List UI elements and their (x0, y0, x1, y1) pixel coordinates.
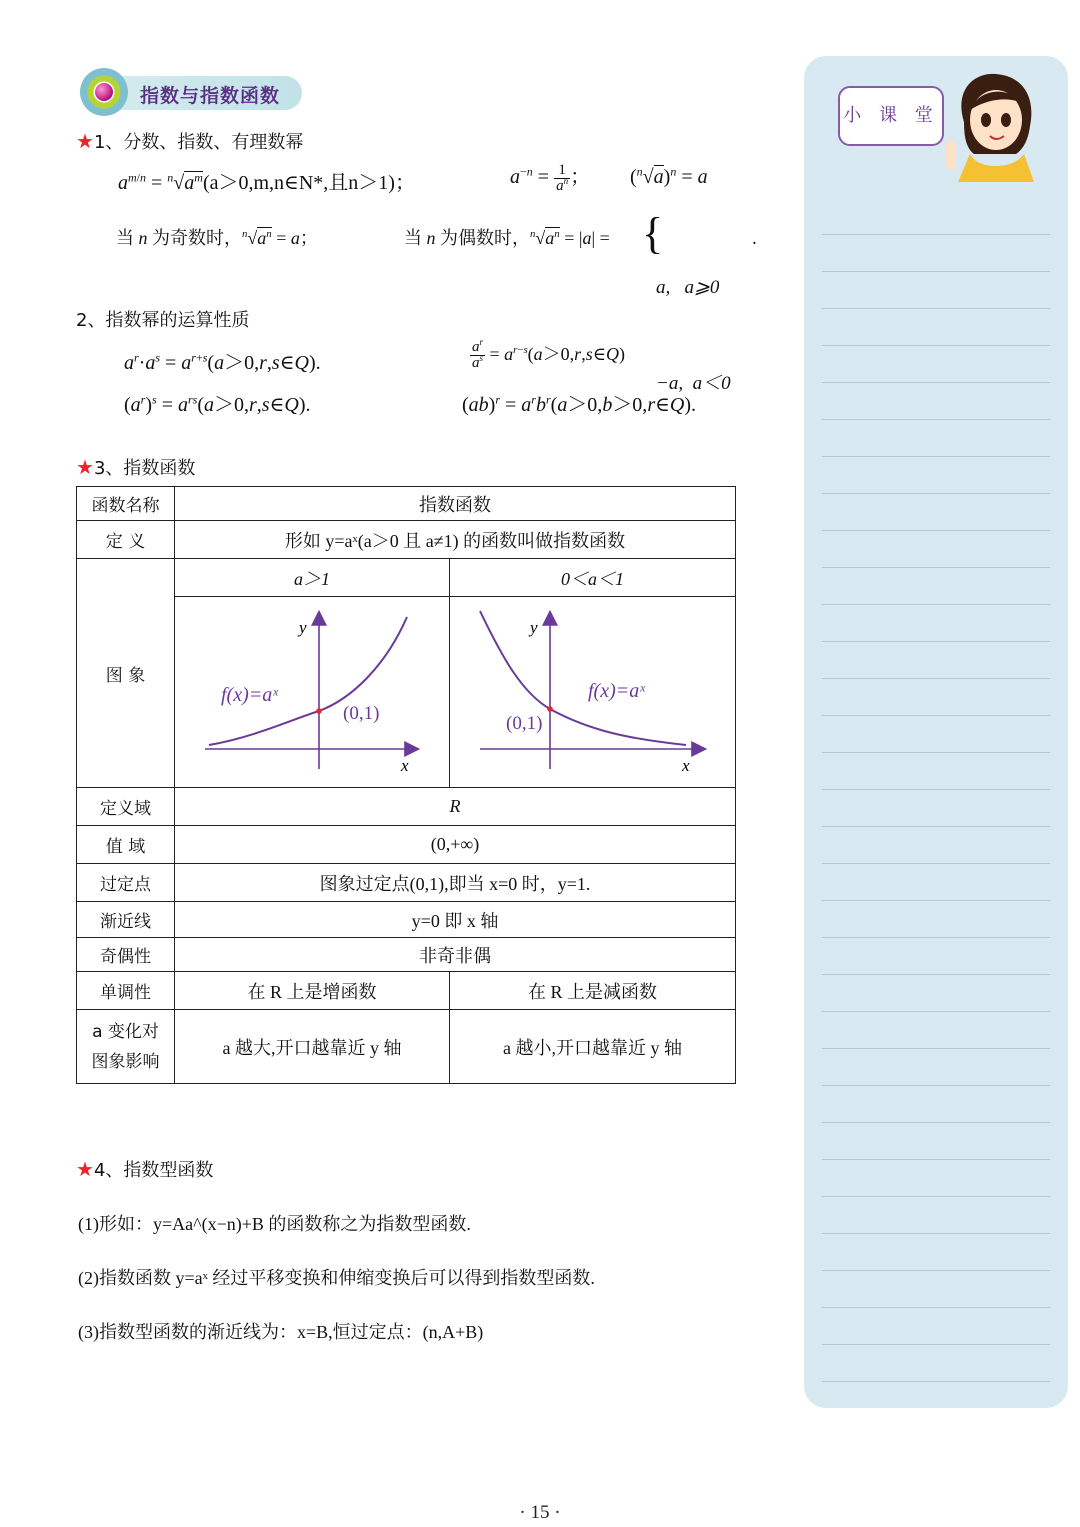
formula-condition: (a＞0,m,n∈N*,且n＞1)； (202, 172, 415, 194)
x-axis-label: x (682, 756, 690, 775)
note-line (822, 1233, 1050, 1234)
cell-domain-value: R (175, 788, 736, 826)
mini-classroom-label: 小 课 堂 (838, 86, 944, 146)
cell-parity-value: 非奇非偶 (175, 938, 736, 972)
table-row-domain (77, 788, 736, 826)
note-line (822, 345, 1050, 346)
table-row-fixed-point (77, 864, 736, 902)
point-0-1 (547, 706, 553, 712)
case-period: . (752, 228, 757, 249)
note-line (822, 1085, 1050, 1086)
y-axis-label: y (299, 618, 307, 637)
note-line (822, 678, 1050, 679)
note-line (822, 752, 1050, 753)
note-line (822, 863, 1050, 864)
section-4-item-2: (2)指数函数 y=aˣ 经过平移变换和伸缩变换后可以得到指数型函数. (78, 1268, 595, 1288)
note-line (822, 900, 1050, 901)
note-line (822, 1270, 1050, 1271)
table-row-parity (77, 938, 736, 972)
function-label: f(x)=aˣ (221, 684, 278, 706)
section-3-title: 3、指数函数 (93, 458, 196, 479)
cell-head-definition: 定 义 (77, 521, 175, 559)
effect-head-line1: a 变化对 (92, 1021, 159, 1042)
function-label: f(x)=aˣ (588, 680, 645, 702)
note-line (822, 1159, 1050, 1160)
note-line (822, 419, 1050, 420)
formula-root-power: $(^n√a)^n = a$ (630, 164, 708, 188)
cell-head-fixed-point: 过定点 (77, 864, 175, 902)
table-row-monotonicity (77, 972, 736, 1010)
graph-decreasing (450, 597, 734, 787)
formula-odd-root: 当 n 为奇数时，$^n√a^n = a$； (116, 228, 318, 249)
note-line (822, 1048, 1050, 1049)
table-row-range (77, 826, 736, 864)
notes-panel (804, 56, 1068, 1408)
section-2-heading: 2、指数幂的运算性质 (76, 310, 250, 331)
cell-graph-decreasing (450, 597, 736, 788)
note-line (822, 567, 1050, 568)
cell-graph-col2: 0＜a＜1 (450, 559, 736, 597)
section-3-heading (76, 454, 195, 480)
formula-quotient-rule: $\frac{a^r}{a^s}$ = $a^{r-s}(a>0,r,s\in Q)$ (472, 337, 626, 372)
star-icon: ★ (76, 129, 94, 153)
note-line (822, 789, 1050, 790)
section-1-title: 1、分数、指数、有理数幂 (93, 132, 304, 153)
table-row-graphs (77, 597, 736, 788)
case-negative: −a, a＜0 (656, 373, 731, 394)
cell-asymptote-value: y=0 即 x 轴 (175, 902, 736, 938)
cell-definition-value: 形如 y=aˣ(a＞0 且 a≠1) 的函数叫做指数函数 (175, 521, 736, 559)
star-icon: ★ (76, 455, 94, 479)
table-row-effect (77, 1010, 736, 1084)
section-4-item-1: (1)形如：y=Aa^(x−n)+B 的函数称之为指数型函数. (78, 1214, 471, 1234)
note-line (822, 456, 1050, 457)
note-line (822, 308, 1050, 309)
effect-head-line2: 图象影响 (91, 1051, 160, 1072)
exponential-function-table (76, 486, 736, 1084)
point-label: (0,1) (506, 713, 543, 734)
note-line (822, 826, 1050, 827)
cell-effect-large: a 越大,开口越靠近 y 轴 (175, 1010, 450, 1084)
cell-head-graph: 图 象 (77, 559, 175, 788)
y-axis-label: y (530, 618, 538, 637)
cell-head-parity: 奇偶性 (77, 938, 175, 972)
graph-increasing (175, 597, 449, 787)
exp-curve-increasing (209, 617, 407, 745)
note-line (822, 974, 1050, 975)
table-row-definition (77, 521, 736, 559)
cell-head-name: 函数名称 (77, 487, 175, 521)
cell-head-domain: 定义域 (77, 788, 175, 826)
cell-graph-increasing (175, 597, 450, 788)
note-line (822, 234, 1050, 235)
cell-range-value: (0,+∞) (175, 826, 736, 864)
formula-product-power-rule: $(ab)^r = a^rb^r(a>0,b>0,r\in Q)$. (462, 392, 697, 416)
table-row-asymptote (77, 902, 736, 938)
cell-effect-small: a 越小,开口越靠近 y 轴 (450, 1010, 736, 1084)
note-line (822, 1196, 1050, 1197)
page-number: · 15 · (519, 1502, 561, 1523)
table-row-name (77, 487, 736, 521)
formula-product-rule: $a^r\cdot a^s$ = $a^{r+s}(a>0,r,s\in Q)$. (124, 350, 321, 374)
formula-even-root: 当 n 为偶数时，$^n√a^n = |a|$ = (404, 228, 610, 249)
formula-negative-exponent: $a^{-n}$ = $\frac{1}{a^n}$ ； (510, 161, 591, 194)
note-line (822, 271, 1050, 272)
section-4-heading (76, 1156, 213, 1182)
section-1-heading (76, 128, 303, 154)
case-brace: { (642, 209, 664, 258)
cell-head-range: 值 域 (77, 826, 175, 864)
point-0-1 (316, 708, 322, 714)
cell-monotonicity-decreasing: 在 R 上是减函数 (450, 972, 736, 1010)
note-line (822, 641, 1050, 642)
ball-icon (95, 83, 113, 101)
cell-graph-col1: a＞1 (175, 559, 450, 597)
section-4-item-3: (3)指数型函数的渐近线为：x=B,恒过定点：(n,A+B) (78, 1322, 484, 1342)
cell-fixed-point-value: 图象过定点(0,1),即当 x=0 时，y=1. (175, 864, 736, 902)
case-positive: a, a⩾0 (656, 277, 720, 298)
point-label: (0,1) (343, 703, 380, 724)
cell-head-asymptote: 渐近线 (77, 902, 175, 938)
note-line (822, 1011, 1050, 1012)
table-row-graph-header (77, 559, 736, 597)
note-line (822, 715, 1050, 716)
note-line (822, 1307, 1050, 1308)
section-4-title: 4、指数型函数 (93, 1160, 214, 1181)
cell-head-effect (77, 1010, 175, 1084)
cell-name-value: 指数函数 (175, 487, 736, 521)
formula-power-rule: $(a^r)^s$ = $a^{rs}(a>0,r,s\in Q)$. (124, 392, 311, 416)
note-line (822, 1381, 1050, 1382)
note-line (822, 530, 1050, 531)
note-line (822, 493, 1050, 494)
teacher-cartoon-icon (944, 70, 1040, 182)
x-axis-label: x (401, 756, 409, 775)
note-line (822, 1122, 1050, 1123)
cell-head-monotonicity: 单调性 (77, 972, 175, 1010)
cell-monotonicity-increasing: 在 R 上是增函数 (175, 972, 450, 1010)
note-line (822, 382, 1050, 383)
page-title: 指数与指数函数 (140, 85, 281, 107)
star-icon: ★ (76, 1157, 94, 1181)
formula-fractional-exponent: $a^{m/n}$ = $^n√a^m(a>0,m,n\in N*$,且n＞1)； (118, 170, 415, 194)
note-line (822, 604, 1050, 605)
note-line (822, 937, 1050, 938)
note-line (822, 1344, 1050, 1345)
